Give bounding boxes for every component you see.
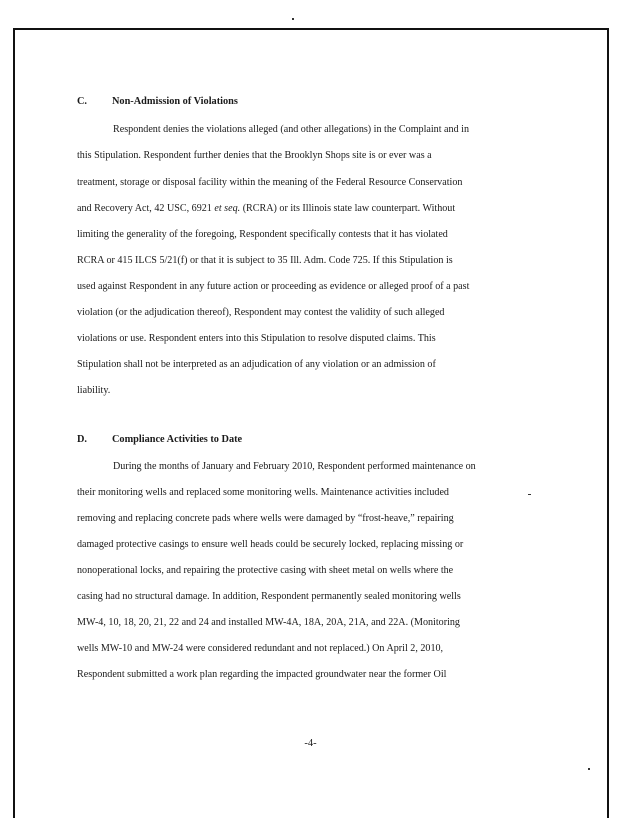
line-text-before-italic: and Recovery Act, 42 USC, 6921 — [77, 203, 215, 214]
paragraph-line: damaged protective casings to ensure well heads could be securely locked, replacing missing or — [77, 539, 464, 550]
paragraph-line: Respondent submitted a work plan regarding the impacted groundwater near the former Oil — [77, 669, 447, 680]
section-d-heading — [77, 434, 242, 445]
paragraph-line: removing and replacing concrete pads where wells were damaged by “frost-heave,” repairing — [77, 513, 454, 524]
scan-speck — [528, 494, 531, 495]
section-c-letter: C. — [77, 96, 88, 107]
paragraph-line: During the months of January and February 2010, Respondent performed maintenance on — [113, 461, 476, 472]
paragraph-line: Stipulation shall not be interpreted as an adjudication of any violation or an admission of — [77, 359, 436, 370]
paragraph-line: wells MW-10 and MW-24 were considered redundant and not replaced.) On April 2, 2010, — [77, 643, 444, 654]
section-d-letter: D. — [77, 434, 88, 445]
scan-speck — [292, 18, 294, 20]
paragraph-line: their monitoring wells and replaced some monitoring wells. Maintenance activities included — [77, 487, 449, 498]
paragraph-line: liability. — [77, 385, 111, 396]
paragraph-line: treatment, storage or disposal facility within the meaning of the Federal Resource Conservation — [77, 177, 463, 188]
paragraph-line: used against Respondent in any future action or proceeding as evidence or alleged proof of a past — [77, 281, 470, 292]
section-d-title: Compliance Activities to Date — [112, 434, 243, 445]
page-border — [13, 28, 609, 818]
paragraph-line: Respondent denies the violations alleged (and other allegations) in the Complaint and in — [113, 124, 470, 135]
paragraph-line: this Stipulation. Respondent further denies that the Brooklyn Shops site is or ever was a — [77, 150, 432, 161]
paragraph-line: violations or use. Respondent enters into this Stipulation to resolve disputed claims. This — [77, 333, 436, 344]
paragraph-line: limiting the generality of the foregoing, Respondent specifically contests that it has violated — [77, 229, 448, 240]
page-number: -4- — [304, 738, 317, 749]
paragraph-line: casing had no structural damage. In addition, Respondent permanently sealed monitoring wells — [77, 591, 461, 602]
section-c-heading — [77, 96, 238, 107]
italic-et-seq: et seq. — [214, 203, 241, 214]
paragraph-line: MW-4, 10, 18, 20, 21, 22 and 24 and installed MW-4A, 18A, 20A, 21A, and 22A. (Monitoring — [77, 617, 460, 628]
paragraph-line: RCRA or 415 ILCS 5/21(f) or that it is subject to 35 Ill. Adm. Code 725. If this Stipulation is — [77, 255, 453, 266]
scan-speck — [588, 768, 590, 770]
paragraph-line: and Recovery Act, 42 USC, 6921 et seq. (RCRA) or its Illinois state law counterpart. Without — [77, 203, 456, 214]
paragraph-line: violation (or the adjudication thereof), Respondent may contest the validity of such alleged — [77, 307, 445, 318]
paragraph-line: nonoperational locks, and repairing the protective casing with sheet metal on wells where the — [77, 565, 454, 576]
section-c-title: Non-Admission of Violations — [112, 96, 238, 107]
